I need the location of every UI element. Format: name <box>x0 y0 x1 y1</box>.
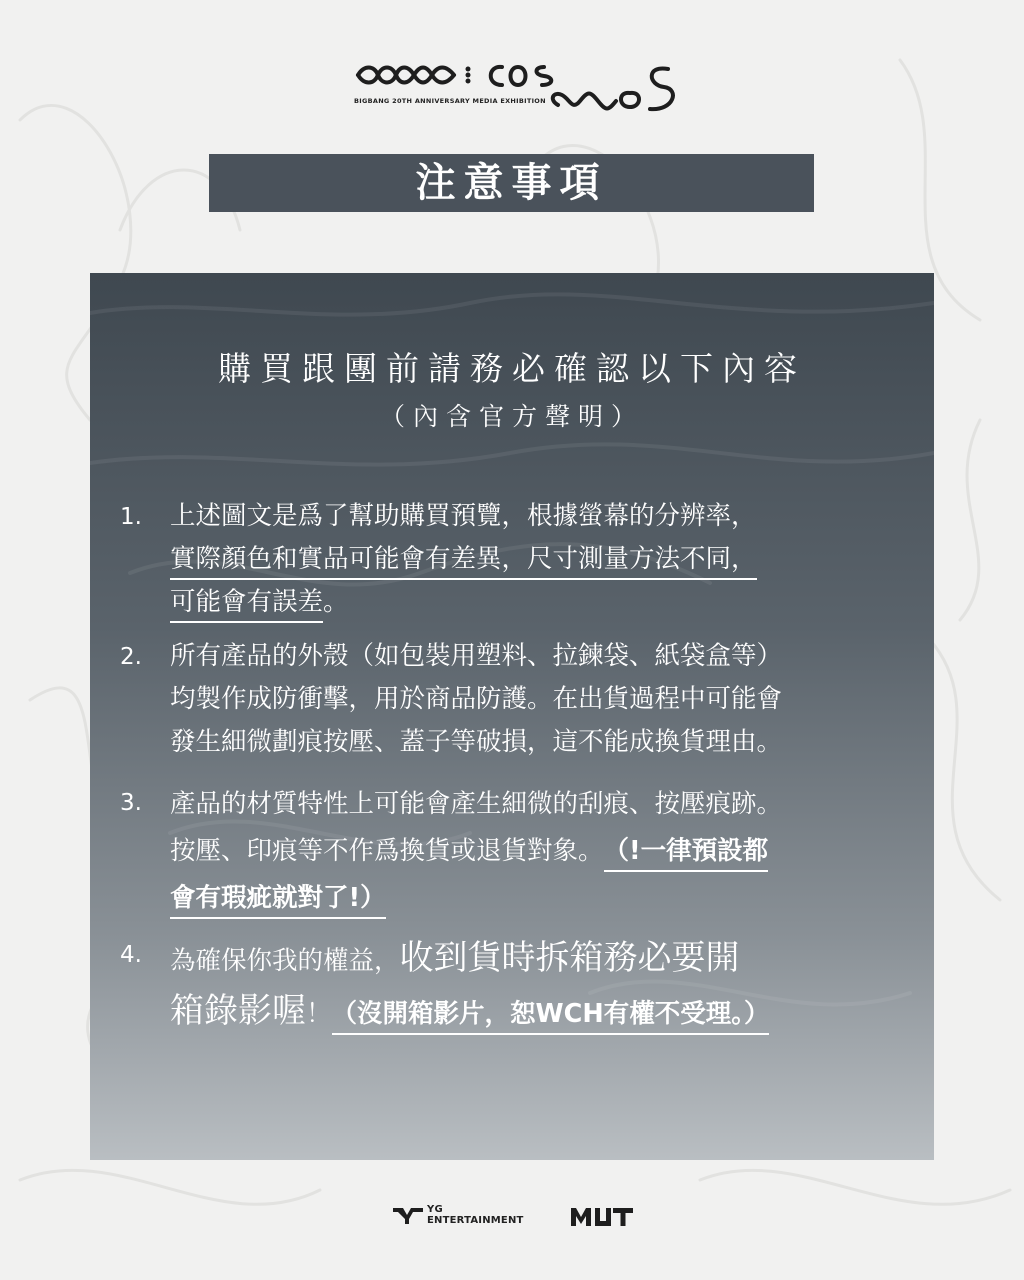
item-line: 產品的材質特性上可能會產生細微的刮痕、按壓痕跡。 <box>170 789 783 819</box>
panel-heading: 購買跟團前請務必確認以下內容 <box>218 349 806 388</box>
item-note-underlined: 會有瑕疵就對了!） <box>170 879 386 919</box>
yg-label-top: YG <box>427 1204 443 1215</box>
yg-label-bottom: ENTERTAINMENT <box>427 1215 524 1226</box>
yg-entertainment-label <box>427 1204 524 1226</box>
yg-logo-icon <box>393 1206 423 1226</box>
item-line: 均製作成防衝擊，用於商品防護。在出貨過程中可能會 <box>170 684 783 714</box>
item-line-emphasis: 收到貨時拆箱務必要開 <box>399 938 740 978</box>
item-number: 2. <box>120 644 142 670</box>
item-line-underlined: 實際顏色和實品可能會有差異，尺寸測量方法不同， <box>170 540 757 580</box>
footer-logos <box>393 1200 633 1230</box>
item-number: 4. <box>120 942 142 968</box>
item-number: 3. <box>120 790 142 816</box>
item-line: 發生細微劃痕按壓、蓋子等破損，這不能成換貨理由。 <box>170 727 783 757</box>
mot-logo-icon <box>571 1206 633 1228</box>
item-note-underlined: （沒開箱影片，恕WCH有權不受理。） <box>332 995 770 1035</box>
item-line-underlined: 可能會有誤差 <box>170 583 323 623</box>
item-line-end: 。 <box>323 587 349 617</box>
panel-subheading: （內含官方聲明） <box>379 402 644 431</box>
item-line-emphasis: 箱錄影喔 <box>170 991 306 1031</box>
exhibition-logo <box>350 55 680 120</box>
item-number: 1. <box>120 504 142 530</box>
page-title: 注意事項 <box>209 154 814 212</box>
item-line-mark: ！ <box>306 999 332 1029</box>
cosmos-logo-mark <box>350 55 680 120</box>
logo-subtitle: BIGBANG 20TH ANNIVERSARY MEDIA EXHIBITION <box>354 97 546 105</box>
item-line: 所有產品的外殼（如包裝用塑料、拉鍊袋、紙袋盒等） <box>170 641 783 671</box>
item-note-underlined: （!一律預設都 <box>604 832 769 872</box>
item-line: 為確保你我的權益， <box>170 946 400 976</box>
item-line: 按壓、印痕等不作爲換貨或退貨對象。 <box>170 836 604 866</box>
item-line: 上述圖文是爲了幫助購買預覽，根據螢幕的分辨率， <box>170 501 757 531</box>
notice-panel <box>90 273 934 1160</box>
